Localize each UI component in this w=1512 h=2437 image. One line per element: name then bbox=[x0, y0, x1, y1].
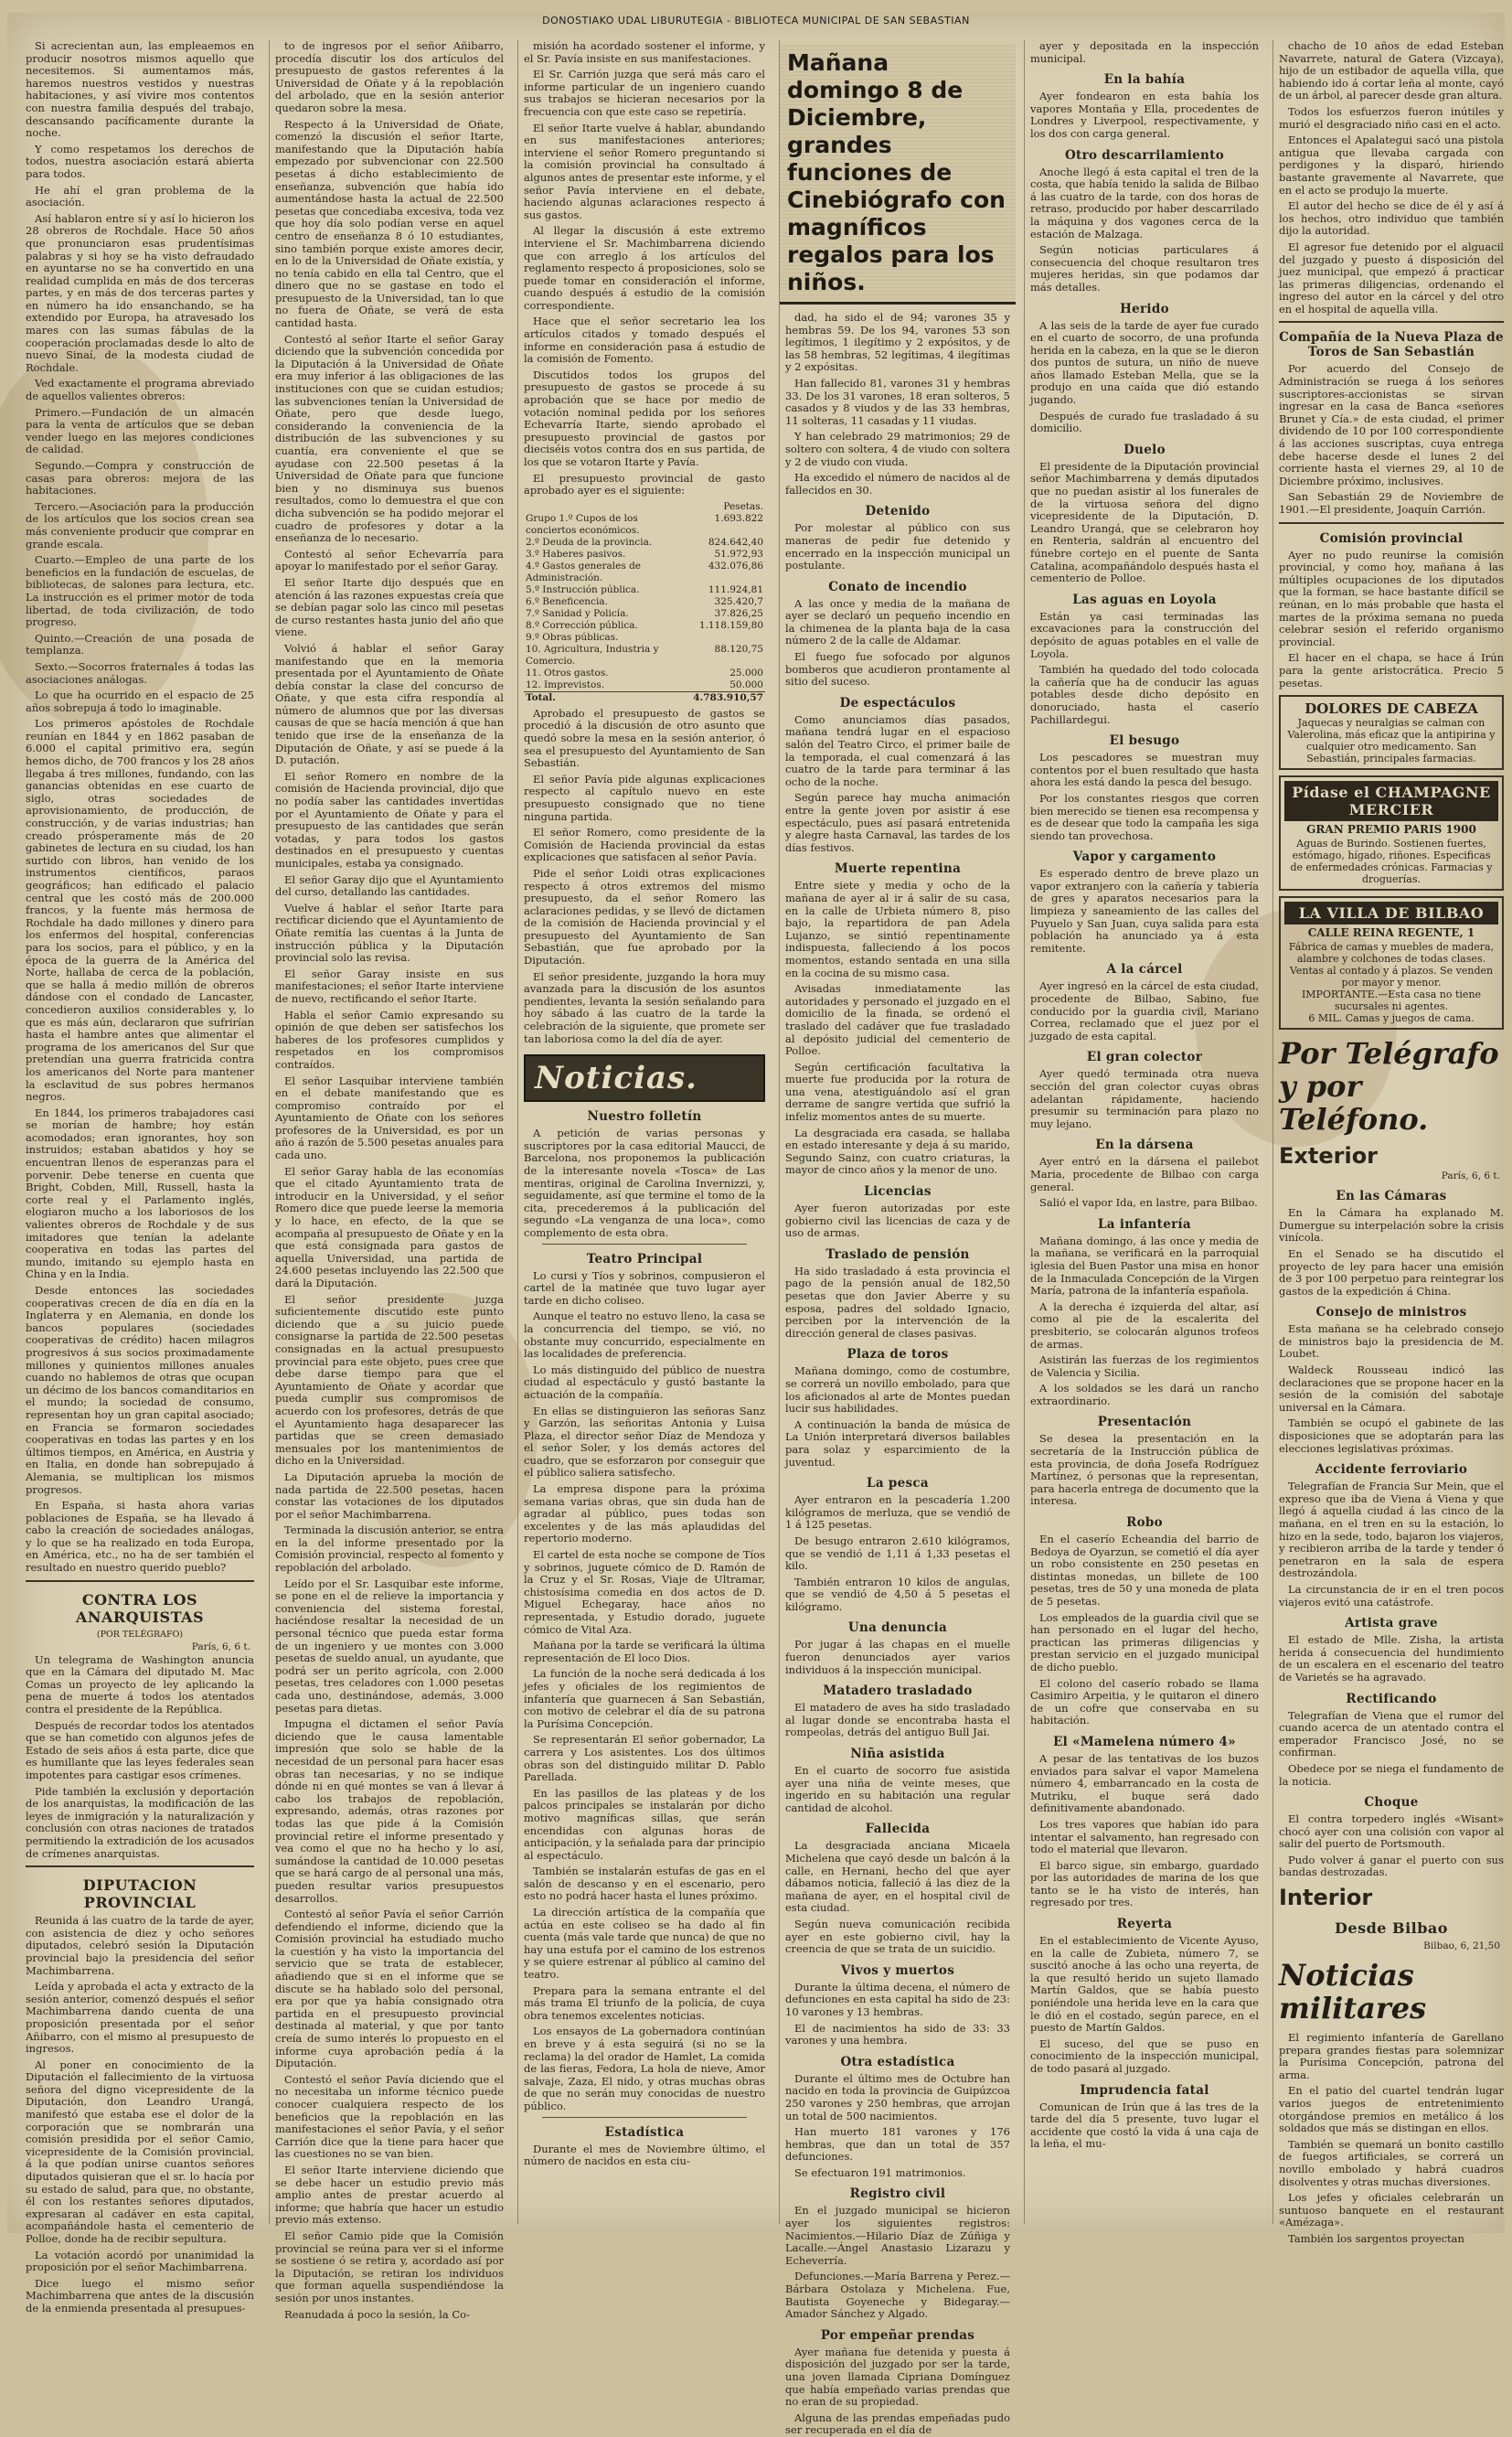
section-heading: Otro descarrilamiento bbox=[1065, 147, 1224, 163]
dateline: Bilbao, 6, 21,50 bbox=[1423, 1940, 1500, 1952]
article-paragraph: Un telegrama de Washington anuncia que en la Cámara del diputado M. Mac Comas un proyecto de ley aplicando la pena de muerte á todos los atentados contra el presidente de la República. bbox=[26, 1652, 254, 1716]
column-6 bbox=[1272, 39, 1509, 2245]
toros-heading: Compañía de la Nueva Plaza de Toros de San Sebastián bbox=[1279, 330, 1504, 360]
article-paragraph: En el caserío Echeandia del barrio de Bedoya de Oyarzun, se cometió el día ayer un robo consistente en 250 pesetas en distintas monedas, un billete de 100 pesetas, tres de 50 y una moneda de plata de 5 pesetas. bbox=[1030, 1533, 1259, 1608]
article-paragraph: El suceso, del que se puso en conocimiento de la inspección municipal, de todo pasará al juzgado. bbox=[1030, 2036, 1259, 2075]
budget-value: 1.118.159,80 bbox=[698, 619, 763, 631]
article-paragraph: También se quemará un bonito castillo de fuegos artificiales, se correrá un novillo embolado y habrá cuadros disolventes y otras muchas diversiones. bbox=[1279, 2137, 1504, 2188]
article-paragraph: La desgraciada anciana Micaela Michelena que cayó desde un balcón á la calle, en Hernani, hecho del que ayer dábamos noticia, falleció á las diez de la mañana de ayer, en el hospital civil de esta ciudad. bbox=[785, 1839, 1010, 1915]
section-heading: Muerte repentina bbox=[834, 861, 962, 877]
page-columns bbox=[20, 39, 1504, 2437]
article-paragraph: Entre siete y media y ocho de la mañana de ayer al ir á salir de su casa, en la calle de Urbieta número 8, piso bajo, la repartidora de pan Adela Lujanzo, se sintió repentinamente indispuesta, falleciendo á los pocos momentos, estando sentada en una silla en la cocina de su mismo casa. bbox=[785, 879, 1010, 979]
column-3 bbox=[517, 40, 771, 2224]
article-paragraph: misión ha acordado sostener el informe, y el Sr. Pavía insiste en sus manifestaciones. bbox=[524, 39, 765, 65]
section-heading: A la cárcel bbox=[1106, 962, 1183, 978]
article-paragraph: Ayer ingresó en la cárcel de esta ciudad, procedente de Bilbao, Sabino, fue conducido por la guardia civil, Mariano Correa, reclamado que el juez por el juzgado de esta capital. bbox=[1030, 979, 1259, 1042]
budget-label: 3.º Haberes pasivos. bbox=[526, 548, 626, 560]
estadistica-heading: Estadística bbox=[604, 2124, 685, 2140]
article-paragraph: El Sr. Carrión juzga que será más caro el informe particular de un ingeniero cuando sus trabajos se hicieran necesarios por la frecuencia con que este caso se repetiría. bbox=[524, 68, 765, 118]
budget-total-label: Total. bbox=[524, 691, 691, 704]
article-paragraph: Al poner en conocimiento de la Diputación el fallecimiento de la virtuosa señora del digno vicepresidente de la Diputación, don Leandro Urangá, manifestó que estaba ese el dolor de la corporación que se nombrarán una comisión presidida por el señor Camio, vicepresidente de la Comisión provincial, á la que podían unirse cuantos señores diputados quisieran que el sr. lo hacía por su estado de salud, para que, no obstante, él con los restantes señores diputados, expresaran al cadáver en esta capital, acompañándole hasta el cementerio de Polloe, donde ha de recibir sepultura. bbox=[26, 2058, 254, 2245]
budget-value: 824.642,40 bbox=[708, 536, 763, 548]
interior-heading: Interior bbox=[1279, 1885, 1373, 1911]
article-paragraph: La votación acordó por unanimidad la proposición por el señor Machimbarrena. bbox=[26, 2248, 254, 2274]
section-heading: Registro civil bbox=[849, 2186, 946, 2202]
article-paragraph: En 1844, los primeros trabajadores casi se morían de hambre; hoy están acomodados; eran ignorantes, hoy son instruidos; estaban abatidos y hoy se encuentran llenos de esperanzas para el porvenir. Debe tenerse en cuenta que Bright, Cobden, Mill, Russell, hasta la corte real y el Parlamento inglés, elogiaron mucho a los laboriosos de los valientes obreros de Rochdale y de sus imitadores que tenían la adelante cooperativa en todas las partes del mundo, imitando su ejemplo hasta en China y en la India. bbox=[26, 1106, 254, 1281]
article-paragraph: Esta mañana se ha celebrado consejo de ministros bajo la presidencia de M. Loubet. bbox=[1279, 1322, 1504, 1361]
article-paragraph: El señor Garay habla de las economías que el citado Ayuntamiento trata de introducir en la Universidad, y el señor Romero dice que puede leerse la memoria y lo hace, en efecto, de la que se acompaña al presupuesto de Oñate y en la que está consignada para gastos de aquella Universidad, una partida de 24.600 pesetas incluyendo las 22.500 que dará la Diputación. bbox=[275, 1164, 504, 1289]
ad-line: Ventas al contado y á plazos. Se venden por mayor y menor. bbox=[1289, 965, 1494, 989]
article-paragraph: El presupuesto provincial de gasto aprobado ayer es el siguiente: bbox=[524, 471, 765, 497]
article-paragraph: Aunque el teatro no estuvo lleno, la casa se la concurrencia del tiempo, se vió, no obstante muy concurrido, especialmente en las localidades de preferencia. bbox=[524, 1309, 765, 1361]
section-heading: La pesca bbox=[867, 1476, 929, 1491]
budget-label: 9.º Obras públicas. bbox=[526, 631, 619, 643]
article-paragraph: Mañana domingo, como de costumbre, se correrá un novillo embolado, para que los aficionados al arte de Montes puedan lucir sus habilidades. bbox=[785, 1364, 1010, 1416]
article-paragraph: Ayer quedó terminada otra nueva sección del gran colector cuyas obras adelantan rápidamente, haciendo presumir su terminación para plazo no muy lejano. bbox=[1030, 1067, 1259, 1130]
section-heading: Imprudencia fatal bbox=[1080, 2082, 1209, 2098]
article-paragraph: El señor Pavía pide algunas explicaciones respecto al capítulo nuevo en este presupuesto consignado que no tiene ninguna partida. bbox=[524, 772, 765, 823]
budget-value: 37.826,25 bbox=[714, 607, 763, 619]
article-paragraph: En el juzgado municipal se hicieron ayer los siguientes registros: Nacimientos.—Hilario Díaz de Zúñiga y Lacalle.—Ángel Anastasio Lizarazu y Echeverría. bbox=[785, 2204, 1010, 2267]
article-paragraph: Por acuerdo del Consejo de Administración se ruega á los señores suscriptores-accionistas se sirvan ingresar en la casa de Banca «señores Brunet y Cía.» de esta ciudad, el primer dividendo de 10 por 100 correspondiente á las acciones suscriptas, cuya entrega debe hacerse desde el lunes 2 del corriente hasta el viernes 29, al 10 de Diciembre próximo, inclusives. bbox=[1279, 362, 1504, 487]
article-paragraph: Sexto.—Socorros fraternales á todas las asociaciones análogas. bbox=[26, 659, 254, 686]
budget-row bbox=[524, 584, 765, 596]
article-paragraph: Aprobado el presupuesto de gastos se procedió á la discusión de otro asunto que quedó sobre la mesa en la sesión anterior, ó sea el presupuesto del Ayuntamiento de San Sebastián. bbox=[524, 706, 765, 770]
article-paragraph: Los empleados de la guardia civil que se han personado en el lugar del hecho, practican las primeras diligencias y prestan servicio en el juzgado municipal de dicho pueblo. bbox=[1030, 1610, 1259, 1673]
article-paragraph: Reanudada á poco la sesión, la Co- bbox=[284, 2307, 470, 2321]
article-paragraph: El señor presidente, juzgando la hora muy avanzada para la discusión de los asuntos pendientes, levanta la sesión señalando para hoy sábado á las cuatro de la tarde la celebración de la siguiente, que promete ser tan laboriosa como la del día de ayer. bbox=[524, 969, 765, 1045]
bilbao-heading: Desde Bilbao bbox=[1335, 1919, 1448, 1938]
article-paragraph: El barco sigue, sin embargo, guardado por las autoridades de marina de los que tanto se le ha visto de interés, han regresado por tres. bbox=[1030, 1858, 1259, 1909]
section-heading: En la bahía bbox=[1103, 72, 1186, 88]
article-paragraph: Se efectuaron 191 matrimonios. bbox=[794, 2165, 966, 2179]
diputacion-heading: DIPUTACION PROVINCIAL bbox=[82, 1876, 197, 1912]
article-paragraph: Los primeros apóstoles de Rochdale reunían en 1844 y en 1862 pasaban de 6.000 el capital primitivo era, según hemos dicho, de 700 francos y los 28 años llegaba á tres millones, fundando, con las ganancias obtenidas en ese cuarto de siglo, otras sociedades de aprovisionamiento, de producción, de construcción, y de varias industrias; han creado prósperamente más de 20 gabinetes de lectura en su ciudad, los han surtido con libros, han venido de los instrumentos científicos, paraos geográficos; han edificado el palacio central que les costó más de 200.000 francos, y la fuente más hermosa de Rochdale ha dado millones y dinero para los enfermos del hospital, conferencias para los socios, para el público, y en la época de la guerra de la América del Norte, hallaba de cerca de la población, que se halla á medio millón de obreros dándose con el condado de Lancaster, concedieron auxilios considerables y, lo que es más aún, declararon que sufrirían hasta el hambre antes que alimentar el programa de los americanos del Sur que pretendían una guerra fratricida contra los americanos del Norte para mantener la esclavitud de sus pobres hermanos negros. bbox=[26, 717, 254, 1104]
section-heading: El «Mamelena número 4» bbox=[1053, 1734, 1236, 1749]
article-paragraph: Como anunciamos días pasados, mañana tendrá lugar en el espacioso salón del Teatro Circo, el primer baile de la temporada, el cual comenzará á las cuatro de la tarde para terminar á las ocho de la noche. bbox=[785, 712, 1010, 788]
dateline: París, 6, 6 t. bbox=[1441, 1170, 1500, 1182]
article-paragraph: Desde entonces las sociedades cooperativas crecen de día en día en la Inglaterra y en Alemania, en donde los bancos populares (sociedades cooperativas de crédito) hacen milagros progresivos á sus socios proximadamente millones y quinientos millones anuales cuando no hablemos de otras que ocupan un décimo de los bancos comanditarios en el mundo; la sociedad de consumo, representan hoy un gran capital asociado; en Francia se formaron sociedades cooperativas en todas las partes y en los últimos tiempos, en América, en Austria y en Italia, en donde han sobrepujado á Alemania, se multiplican los mismos progresos. bbox=[26, 1284, 254, 1496]
article-paragraph: También entraron 10 kilos de angulas, que se vendió de 4,50 á 5 pesetas el kilógramo. bbox=[785, 1575, 1010, 1613]
article-paragraph: El señor Garay insiste en sus manifestaciones; el señor Itarte interviene de nuevo, rectificando el señor Itarte. bbox=[275, 967, 504, 1005]
article-paragraph: Terminada la discusión anterior, se entra en la del informe presentado por la Comisión provincial, respecto al fomento y repoblación del arbolado. bbox=[275, 1523, 504, 1575]
article-paragraph: Contestó al señor Itarte el señor Garay diciendo que la subvención concedida por la Diputación á la Universidad de Oñate era muy inferior á las obligaciones de las instituciones con que se cuidan estudios; las subvenciones tenían la Universidad de Oñate, pero que desde luego, considerando la conveniencia de la distribución de las subvenciones y su cuantía, era conveniente el que se ayudase con 22.500 pesetas á la Universidad de Oñate para que funcione bien y no disminuya sus buenos resultados, como lo demuestra el que con dicha subvención se ha podido mejorar el cuadro de profesores y dotar a la enseñanza de lo necesario. bbox=[275, 332, 504, 545]
article-paragraph: dad, ha sido el de 94; varones 35 y hembras 59. De los 94, varones 53 son legítimos, 1 ilegítimo y 2 expósitos, y de las 58 hembras, 52 legítimas, 4 ilegítimas y 2 expósitas. bbox=[785, 311, 1010, 374]
ad-champagne-mercier bbox=[1279, 775, 1504, 891]
article-paragraph: Los ensayos de La gobernadora continúan en breve y á esta seguirá (si no se la reclama) la del orador de Hamlet, La comida de las fieras, Fedora, La hola de nieve, Amor salvaje, Zaza, El nido, y otras muchas obras de que no serán muy conocidas de nuestro público. bbox=[524, 2025, 765, 2112]
column-1 bbox=[20, 39, 260, 2314]
article-paragraph: Habla el señor Camio expresando su opinión de que deben ser satisfechos los haberes de los profesores cumplidos y respetados en los compromisos contraídos. bbox=[275, 1008, 504, 1071]
budget-row bbox=[524, 549, 765, 561]
article-paragraph: En el cuarto de socorro fue asistida ayer una niña de veinte meses, que ingerido en su habitación una regular cantidad de alcohol. bbox=[785, 1764, 1010, 1814]
budget-row bbox=[524, 644, 765, 668]
budget-row bbox=[524, 668, 765, 679]
ad-subtitle: CALLE REINA REGENTE, 1 bbox=[1307, 926, 1475, 940]
article-paragraph: Telegrafían de Viena que el rumor del cuando acerca de un atentado contra el emperador Francisco José, no se confirman. bbox=[1279, 1708, 1504, 1759]
article-paragraph: Alguna de las prendas empeñadas pudo ser recuperada en el día de bbox=[785, 2410, 1010, 2437]
budget-header-unit: Pesetas. bbox=[723, 500, 763, 512]
section-heading: Vivos y muertos bbox=[840, 1962, 955, 1978]
article-paragraph: San Sebastián 29 de Noviembre de 1901.—El presidente, Joaquín Carrión. bbox=[1279, 490, 1504, 516]
section-heading: De espectáculos bbox=[839, 695, 956, 711]
article-paragraph: La empresa dispone para la próxima semana varias obras, que sin duda han de agradar al público, pues todas son excelentes y de las más aplaudidas del repertorio moderno. bbox=[524, 1482, 765, 1545]
article-paragraph: ayer y depositada en la inspección municipal. bbox=[1030, 39, 1259, 65]
article-paragraph: A los soldados se les dará un rancho extraordinario. bbox=[1030, 1382, 1259, 1407]
budget-row bbox=[524, 561, 765, 584]
ad-line: IMPORTANTE.—Esta casa no tiene sucursales ni agentes. bbox=[1301, 989, 1482, 1013]
divider bbox=[1279, 321, 1504, 323]
budget-label: 11. Otros gastos. bbox=[526, 667, 609, 679]
article-paragraph: A continuación la banda de música de La Unión interpretará diversos bailables para solaz y esparcimiento de la juventud. bbox=[785, 1417, 1010, 1469]
article-paragraph: Los tres vapores que habían ido para intentar el salvamento, han regresado con todo el material que llevaron. bbox=[1030, 1817, 1259, 1856]
budget-label: 10. Agricultura, Industria y Comercio. bbox=[526, 643, 659, 667]
article-paragraph: Leída y aprobada el acta y extracto de la sesión anterior, comenzó después el señor Machimbarrena dando cuenta de una proposición presentada por el señor Añibarro, con el mismo al presupuesto de ingresos. bbox=[26, 1980, 254, 2056]
article-paragraph: Asistirán las fuerzas de los regimientos de Valencia y Sicilia. bbox=[1030, 1353, 1259, 1379]
section-heading: La infantería bbox=[1098, 1216, 1191, 1232]
cinebiografo-banner: Mañana domingo 8 de Diciembre, grandes funciones de Cinebiógrafo con magníficos regalos para los niños. bbox=[780, 44, 1016, 305]
article-paragraph: El regimiento infantería de Garellano prepara grandes fiestas para solemnizar la Purísima Concepción, patrona del arma. bbox=[1279, 2031, 1504, 2081]
article-paragraph: Es esperado dentro de breve plazo un vapor extranjero con la cañería y tabiería de gres y aparatos necesarios para la limpieza y saneamiento de las calles del Puyuelo y San Juan, cuya salida para esta población ha anunciado ya á esta remitente. bbox=[1030, 867, 1259, 955]
article-paragraph: Cuarto.—Empleo de una parte de los beneficios en la fundación de escuelas, de bibliotecas, de salones para lectura, etc. La instrucción es el primer motor de toda libertad, de toda civilización, de todo progreso. bbox=[26, 553, 254, 629]
article-paragraph: Según parece hay mucha animación entre la gente joven por asistir á ese espectáculo, pues así pasará entretenida y alegre hasta Carnaval, las tardes de los días festivos. bbox=[785, 791, 1010, 854]
article-paragraph: El fuego fue sofocado por algunos bomberos que acudieron prontamente al sitio del suceso. bbox=[785, 650, 1010, 689]
section-heading: Rectificando bbox=[1346, 1691, 1437, 1706]
budget-value bbox=[691, 632, 765, 644]
divider bbox=[26, 1580, 254, 1582]
section-heading: Una denuncia bbox=[847, 1620, 948, 1636]
budget-value: 25.000 bbox=[729, 667, 763, 679]
article-paragraph: Leído por el Sr. Lasquibar este informe, se pone en el de relieve la importancia y conveniencia del sistema forestal, haciéndose resaltar la necesidad de un personal técnico que pueda estar forma de un ingeniero y ue montes con 3.000 pesetas de sueldo anual, un ayudante, que podrá ser un perito agrícola, con 2.000 pesetas, tres celadores con 1.000 pesetas cada uno, destinándose, además, 3.000 pesetas para dietas. bbox=[275, 1577, 504, 1715]
column-2 bbox=[269, 39, 509, 2321]
budget-label: 4.º Gastos generales de Administración. bbox=[526, 560, 642, 583]
article-paragraph: Han fallecido 81, varones 31 y hembras 33. De los 31 varones, 18 eran solteros, 5 casados y 8 viudos y de las 33 hembras, 11 solteras, 11 casadas y 11 viudas. bbox=[785, 376, 1010, 427]
section-heading: Traslado de pensión bbox=[825, 1246, 970, 1262]
article-paragraph: Ayer mañana fue detenida y puesta á disposición del juzgado por ser la tarde, una joven llamada Cipriana Domínguez que había empeñado varias prendas que no eran de su propiedad. bbox=[785, 2345, 1010, 2409]
article-paragraph: Primero.—Fundación de un almacén para la venta de artículos que se deban vender luego en las mejores condiciones de calidad. bbox=[26, 405, 254, 456]
article-paragraph: El agresor fue detenido por el alguacil del juzgado y puesto á disposición del juez municipal, que empezó á practicar las primeras diligencias, ordenando el ingreso del autor en la cárcel y del otro en el hospital de aquella villa. bbox=[1279, 240, 1504, 315]
section-heading: Niña asistida bbox=[850, 1747, 945, 1762]
telegrafo-heading: Por Telégrafo y por Teléfono. bbox=[1279, 1036, 1499, 1138]
article-paragraph: El matadero de aves ha sido trasladado al lugar donde se encontraba hasta el rompeolas, detrás del antiguo Bull Jai. bbox=[785, 1701, 1010, 1739]
article-paragraph: Ayer no pudo reunirse la comisión provincial, y como hoy, mañana á las múltiples ocupaciones de los diputados que la forman, se hace bastante difícil se reúnan, en lo más probable que hasta el martes de la próxima semana no pueda celebrar sesión el referido organismo provincial. bbox=[1279, 548, 1504, 648]
article-paragraph: Impugna el dictamen el señor Pavía diciendo que le causa lamentable impresión que solo se hable de la necesidad de un personal para hacer esas obras tan necesarias, y no se indique dónde ni en qué montes se van á llevar á cabo los trabajos de repoblación, expresando, además, otras razones por todas las que pide á la Comisión provincial retire el informe presentado y vea como el que no ha hecho y lo así, sumándose la cantidad de 10.000 pesetas que se hará cargo de al personal una más, pueden resultar varios presupuestos desarrollos. bbox=[275, 1717, 504, 1905]
article-paragraph: En el patio del cuartel tendrán lugar varios juegos de entretenimiento otorgándose premios en metálico á los soldados que más se distingan en ellos. bbox=[1279, 2084, 1504, 2135]
budget-value: 88.120,75 bbox=[714, 643, 763, 655]
section-heading: Consejo de ministros bbox=[1315, 1305, 1467, 1320]
article-paragraph: Telegrafían de Francia Sur Mein, que el expreso que iba de Viena á Viena y que llegó á aquella ciudad á las cinco de la mañana, en el tren en su la estación, lo hizo en la sede, todo, bajaron los viajeros, y recibieron arriba de la tarde y tender ó penetraron en la sala de espera destrozándola. bbox=[1279, 1480, 1504, 1580]
article-paragraph: Al llegar la discusión á este extremo interviene el Sr. Machimbarrena diciendo que con arreglo á los artículos del reglamento respecto á proposiciones, solo se puede tomar en consideración el informe, cuando después á estudio de la comisión correspondiente. bbox=[524, 224, 765, 312]
article-paragraph: A petición de varias personas y suscriptores por la casa editorial Maucci, de Barcelona, nos proponemos la publicación de la interesante novela «Tosca» de Las mentiras, original de Carolina Invernizzi, y, seguidamente, así que termine el tomo de la cita, precederemos á la publicación del segundo «La venganza de una loca», como complemento de esta obra. bbox=[524, 1127, 765, 1239]
budget-row bbox=[524, 632, 765, 644]
article-paragraph: A las once y media de la mañana de ayer se declaró un pequeño incendio en la chimenea de la planta baja de la casa número 2 de la calle de Aldamar. bbox=[785, 596, 1010, 647]
article-paragraph: Durante el mes de Noviembre último, el número de nacidos en esta ciu- bbox=[524, 2142, 765, 2168]
article-paragraph: Comunican de Irún que á las tres de la tarde del día 5 presente, tuvo lugar el accidente que costó la vida á una caja de la leña, el mu- bbox=[1030, 2100, 1259, 2151]
ad-title: LA VILLA DE BILBAO bbox=[1284, 902, 1498, 925]
ad-title: DOLORES DE CABEZA bbox=[1304, 700, 1478, 718]
article-paragraph: El contra torpedero inglés «Wisant» chocó ayer con una colisión con vapor al salir del puerto de Portsmouth. bbox=[1279, 1812, 1504, 1851]
article-paragraph: Tercero.—Asociación para la producción de los artículos que los socios crean sea más conveniente producir que comprar en grande escala. bbox=[26, 499, 254, 550]
budget-row bbox=[524, 513, 765, 537]
budget-value: 51.972,93 bbox=[714, 548, 763, 560]
article-paragraph: Ayer fueron autorizadas por este gobierno civil las licencias de caza y de uso de armas. bbox=[785, 1202, 1010, 1240]
article-paragraph: Los pescadores se muestran muy contentos por el buen resultado que hasta ahora les está dando la pesca del besugo. bbox=[1030, 751, 1259, 789]
article-paragraph: El señor Itarte vuelve á hablar, abundando en sus manifestaciones anteriores; interviene el señor Romero preguntando si la comisión provincial ha consultado á algunos antes de presentar este informe, y el señor Pavía interviene en el debate, haciendo algunas aclaraciones respecto á sus gastos. bbox=[524, 121, 765, 221]
section-heading: En la dársena bbox=[1095, 1138, 1194, 1153]
article-paragraph: El colono del caserío robado se llama Casimiro Arpeitia, y le quitaron el dinero de un cofre que conservaba en su habitación. bbox=[1030, 1676, 1259, 1727]
article-paragraph: Ha excedido el número de nacidos al de fallecidos en 30. bbox=[785, 471, 1010, 497]
column-4 bbox=[779, 40, 1016, 2437]
teatro-heading: Teatro Principal bbox=[586, 1251, 703, 1267]
article-paragraph: El presidente de la Diputación provincial señor Machimbarrena y demás diputados que no puedan asistir al los funerales de de la virtuosa señora del digno vicepresidente de la Diputación, D. Leandro Urangá, que se celebraron hoy en Renteria, saldrán al encuentro del fúnebre cortejo en el puente de Santa Catalina, acompañándolo después hasta el cementerio de Polloe. bbox=[1030, 459, 1259, 585]
article-paragraph: Volvió á hablar el señor Garay manifestando que en la memoria presentada por el Ayuntamiento de Oñate debía constar la clase del concurso de Oñate, y que esta cifra respondía al número de alumnos que por las diversas causas de que se hacía mención á que han tenido que irse de la enseñanza de la Diputación de Oñate, y así se puede á la D. putación. bbox=[275, 641, 504, 767]
article-paragraph: Se representarán El señor gobernador, La carrera y Los asistentes. Los dos últimos obras son del distinguido militar D. Pablo Parellada. bbox=[524, 1733, 765, 1784]
article-paragraph: Durante el último mes de Octubre han nacido en toda la provincia de Guipúzcoa 250 varones y 250 hembras, que arrojan un total de 500 nacimientos. bbox=[785, 2071, 1010, 2122]
section-heading: Conato de incendio bbox=[828, 579, 967, 594]
article-paragraph: El señor Lasquibar interviene también en el debate manifestando que es compromiso contraído por el Ayuntamiento de Oñate con los señores profesores de la Universidad, es por un año á razón de 5.500 pesetas anuales para cada uno. bbox=[275, 1074, 504, 1162]
article-paragraph: Contestó al señor Pavía el señor Carrión defendiendo el informe, diciendo que la Comisión provincial ha estudiado mucho la cuestión y ha visto la importancia del servicio que se trata de establecer, añadiendo que si en el informe que se discute se ha hablado solo del personal, era por que ya había consignado otra partida en el presupuesto provincial destinada al material, y que por tanto creía de sumo interés lo propuesto en el informe cuya aprobación pedía á la Diputación. bbox=[275, 1908, 504, 2070]
ad-line: 6 MIL. Camas y juegos de cama. bbox=[1308, 1012, 1475, 1025]
article-paragraph: Mañana domingo, á las once y media de la mañana, se verificará en la parroquial iglesia del Buen Pastor una misa en honor de la Inmaculada Concepción de la Virgen María, patrona de la infantería española. bbox=[1030, 1234, 1259, 1298]
article-paragraph: Salió el vapor Ida, en lastre, para Bilbao. bbox=[1039, 1196, 1258, 1210]
ad-villa-bilbao bbox=[1279, 896, 1504, 1030]
ad-line: Fábrica de camas y muebles de madera, alambre y colchones de todas clases. bbox=[1288, 941, 1495, 966]
section-heading: Vapor y cargamento bbox=[1072, 850, 1217, 865]
article-paragraph: En ellas se distinguieron las señoras Sanz y Garzón, las señoritas Antonia y Luisa Plaza, el director señor Díaz de Mendoza y el señor Soler, y los demás actores del cuadro, que se esforzaron por conseguir que el público saliera satisfecho. bbox=[524, 1404, 765, 1480]
noticias-banner: Noticias. bbox=[524, 1054, 765, 1102]
article-paragraph: Lo cursi y Tíos y sobrinos, compusieron el cartel de la matinée que tuvo lugar ayer tarde en dicho coliseo. bbox=[524, 1268, 765, 1307]
ad-dolores-cabeza bbox=[1279, 695, 1504, 770]
section-heading: Plaza de toros bbox=[847, 1347, 949, 1363]
article-paragraph: Según nueva comunicación recibida ayer en este gobierno civil, hay la creencia de que se trata de un suicidio. bbox=[785, 1917, 1010, 1956]
budget-value: 325.420,7 bbox=[714, 595, 763, 607]
article-paragraph: En las pasillos de las plateas y de los palcos principales se instalarán por dicho motivo magníficas sillas, que serán encendidas con algunas horas de anticipación, y la señalada para dar principio al espectáculo. bbox=[524, 1786, 766, 1862]
article-paragraph: Quinto.—Creación de una posada de templanza. bbox=[26, 631, 254, 657]
article-paragraph: En el Senado se ha discutido el proyecto de ley para hacer una emisión de 3 por 100 perpetuo para reintegrar los gastos de la expedición á China. bbox=[1279, 1246, 1504, 1298]
budget-label: 6.º Beneficencia. bbox=[526, 595, 608, 607]
article-paragraph: La desgraciada era casada, se hallaba en estado interesante y deja á su marido, Segundo Sainz, con cuatro criaturas, la mayor de cinco años y la menor de uno. bbox=[785, 1126, 1010, 1177]
budget-label: 7.º Sanidad y Policía. bbox=[526, 607, 629, 619]
comision-heading: Comisión provincial bbox=[1319, 530, 1464, 546]
divider bbox=[542, 2117, 747, 2118]
article-paragraph: La circunstancia de ir en el tren pocos viajeros evitó una catástrofe. bbox=[1279, 1582, 1504, 1609]
article-paragraph: Reunida á las cuatro de la tarde de ayer, con asistencia de diez y ocho señores diputados, celebró sesión la Diputación provincial bajo la presidencia del señor Machimbarrena. bbox=[26, 1914, 254, 1977]
anarquistas-heading: CONTRA LOS ANARQUISTAS bbox=[75, 1590, 205, 1626]
telegrafo-subline: (POR TELÉGRAFO) bbox=[96, 1629, 184, 1640]
article-paragraph: En España, si hasta ahora varias poblaciones de España, se ha llevado á cabo la creación de sociedades análogas, y lo que se ha realizado en toda Europa, en América, etc., no ha de ser también el resultado en nuestro querido pueblo? bbox=[26, 1499, 254, 1575]
section-heading: Artista grave bbox=[1345, 1616, 1438, 1631]
article-paragraph: Anoche llegó á esta capital el tren de la costa, que había tenido la salida de Bilbao á las cuatro de la tarde, con dos horas de retraso, producido por haber descarrilado la máquina y dos vagones cerca de la estación de Malzaga. bbox=[1030, 165, 1259, 240]
budget-table bbox=[524, 501, 765, 704]
budget-row bbox=[524, 620, 765, 632]
article-paragraph: Lo más distinguido del público de nuestra ciudad al espectáculo y gustó bastante la actuación de la compañía. bbox=[524, 1363, 765, 1401]
section-heading: Herido bbox=[1120, 301, 1169, 316]
article-paragraph: Contestó el señor Pavía diciendo que el no necesitaba un informe técnico puede conocer cualquiera respecto de los beneficios que la repoblación en las manifestaciones el señor Pavía, y el señor Carrión dice que la tiene para hacer que las cuestiones no se van bien. bbox=[275, 2072, 504, 2161]
budget-header-blank bbox=[524, 501, 691, 513]
article-paragraph: Después de curado fue trasladado á su domicilio. bbox=[1030, 409, 1259, 435]
article-paragraph: A las seis de la tarde de ayer fue curado en el cuarto de socorro, de una profunda herida en la cabeza, en la que se le dieron dos puntos de sutura, un niño de nueve años llamado Esteban Mella, que se la produjo en una caída que dió estando jugando. bbox=[1030, 318, 1259, 407]
article-paragraph: Discutidos todos los grupos del presupuesto de gastos se procede á su aprobación que se hace por medio de votación nominal pedida por los señores Echevarría Itarte, siendo aprobado el presupuesto provincial de gastos por dieciséis votos contra dos en sus partida, de los que se votaron Itarte y Pavía. bbox=[524, 368, 765, 468]
budget-value: 50.000 bbox=[729, 679, 763, 690]
article-paragraph: También se instalarán estufas de gas en el salón de descanso y en el escenario, pero esto no podrá hacer hasta el lunes próximo. bbox=[524, 1865, 765, 1903]
budget-value: 432.076,86 bbox=[708, 560, 763, 572]
article-paragraph: A pesar de las tentativas de los buzos enviados para salvar el vapor Mamelena número 4, embarrancado en la costa de Mutriku, el buque será dado definitivamente abandonado. bbox=[1030, 1751, 1259, 1815]
article-paragraph: Hace que el señor secretario lea los artículos citados y tomado después el informe en consideración pasa á estudio de la comisión de Fomento. bbox=[524, 315, 765, 366]
article-paragraph: Los jefes y oficiales celebrarán un suntuoso banquete en el restaurant «Amézaga». bbox=[1279, 2191, 1504, 2229]
exterior-heading: Exterior bbox=[1279, 1143, 1379, 1170]
article-paragraph: El señor Itarte interviene diciendo que se debe hacer un estudio previo más amplio antes de prestar acuerdo al informe; que habría que hacer un estudio previo más extenso. bbox=[275, 2163, 504, 2227]
section-heading: Detenido bbox=[865, 504, 931, 519]
article-paragraph: Respecto á la Universidad de Oñate, comenzó la discusión el señor Itarte, manifestando que la Diputación había empezado por subvencionar con 22.500 pesetas á dicho establecimiento de enseñanza, subvención que había ido aumentándose hasta la actual de 22.500 pesetas que concediaba excesiva, toda vez que hoy día solo podían verse en aquel centro de enseñanza 8 ó 10 estudiantes, sino también porque existe amores decir, en lo de la Universidad de Oñate existía, y no tenía cabido en ella tal Centro, que el dinero que no se gastase en todo el presupuesto de la Universidad, tan lo que no fuera de Oñate, se verá de esta cantidad hasta. bbox=[275, 117, 504, 330]
article-paragraph: Así hablaron entre sí y así lo hicieron los 28 obreros de Rochdale. Hace 50 años que pronunciaron esas prudentísimas palabras y si hoy se ha visto defraudado en ayuntarse no se ha convertido en una realidad cumplida en más de dos terceras partes, y en más de dos terceras partes y en número ha ido ensanchando, se ha extendido por Europa, ha atravesado los mares con las sumas fábulas de la cooperación proclamadas desde lo alto de nuevo Sinaí, de la modesta ciudad de Rochdale. bbox=[26, 211, 254, 374]
article-paragraph: Defunciones.—María Barrena y Perez.—Bárbara Ostolaza y Michelena. Fue, Bautista Goyeneche y Bidegaray.—Amador Sánchez y Algado. bbox=[785, 2270, 1010, 2321]
article-paragraph: Si acrecientan aun, las empleaemos en producir nosotros mismos aquello que necesitemos. Si aumentamos más, haremos nuestros vestidos y nuestras habitaciones, y así vivire mos contentos con nuestra familia después del trabajo, descansando pacíficamente durante la noche. bbox=[26, 39, 254, 140]
article-paragraph: Entonces el Apalategui sacó una pistola antigua que llevaba cargada con perdigones y la disparó, hiriendo bastante gravemente al Navarrete, que en el acto se produjo la muerte. bbox=[1279, 134, 1504, 197]
article-paragraph: El de nacimientos ha sido de 33: 33 varones y una hembra. bbox=[785, 2021, 1010, 2047]
article-paragraph: A la derecha é izquierda del altar, así como al pie de la escalerita del presbiterio, se colocarán algunos trofeos de armas. bbox=[1030, 1299, 1259, 1351]
article-paragraph: Por los constantes riesgos que corren bien merecido se tienen esa recompensa y es de desear que todo la campaña les siga siendo tan provechosa. bbox=[1030, 791, 1259, 842]
ad-line: Aguas de Burindo. Sostienen fuertes, estómago, hígado, riñones. Especificas de enfermedades crónicas. Farmacias y droguerías. bbox=[1290, 838, 1493, 886]
section-heading: Por empeñar prendas bbox=[820, 2327, 975, 2343]
article-paragraph: Prepara para la semana entrante el del más trama El triunfo de la policía, de cuya obra tenemos excelentes noticias. bbox=[524, 1983, 765, 2022]
article-paragraph: Obedece por se niega el fundamento de la noticia. bbox=[1279, 1761, 1504, 1788]
section-heading: El besugo bbox=[1109, 733, 1180, 749]
section-heading: Licencias bbox=[864, 1184, 932, 1200]
budget-row bbox=[524, 679, 765, 692]
article-paragraph: He ahí el gran problema de la asociación. bbox=[26, 183, 254, 209]
article-paragraph: Pudo volver á ganar el puerto con sus bandas destrozadas. bbox=[1279, 1853, 1504, 1879]
article-paragraph: Segundo.—Compra y construcción de casas para obreros: mejora de las habitaciones. bbox=[26, 459, 254, 497]
article-paragraph: El hacer en el chapa, se hace á Irún para la gente aristocrática. Precio 5 pesetas. bbox=[1279, 651, 1504, 689]
article-paragraph: El señor Garay dijo que el Ayuntamiento del curso, detallando las cantidades. bbox=[275, 872, 504, 899]
article-paragraph: Lo que ha ocurrido en el espacio de 25 años sobrepuja á todo lo imaginable. bbox=[26, 689, 254, 714]
article-paragraph: El señor Romero, como presidente de la Comisión de Hacienda provincial da estas explicaciones que satisfacen al señor Pavía. bbox=[524, 826, 765, 864]
article-paragraph: El señor Romero en nombre de la comisión de Hacienda provincial, dijo que no podía saber las cantidades invertidas por el Ayuntamiento de Oñate y para el presupuesto de las cantidades que serán votadas, y para todos los gastos destinados en el presupuesto y cuentas municipales, estaba ya consignado. bbox=[275, 769, 504, 870]
article-paragraph: Ayer fondearon en esta bahía los vapores Montaña y Ella, procedentes de Londres y Liverpool, respectivamente, y los dos con carga general. bbox=[1030, 90, 1259, 140]
divider bbox=[542, 1244, 747, 1245]
article-paragraph: La dirección artística de la compañía que actúa en este coliseo se ha dado al fin cuenta (más vale tarde que nunca) de que no hay una estufa por el camino de los estrenos y se quiere estrenar al público al camino del teatro. bbox=[524, 1906, 765, 1982]
article-paragraph: Durante la última decena, el número de defunciones en esta capital ha sido de 23: 10 varones y 13 hembras. bbox=[785, 1980, 1010, 2018]
newspaper-page bbox=[7, 13, 1505, 2437]
ad-title: Pídase el CHAMPAGNE MERCIER bbox=[1284, 781, 1498, 821]
article-paragraph: Según noticias particulares á consecuencia del choque resultaron tres mujeres heridas, sin que podamos dar más detalles. bbox=[1030, 243, 1259, 294]
section-heading: Reyerta bbox=[1116, 1917, 1173, 1932]
section-heading: Otra estadística bbox=[840, 2054, 955, 2069]
article-paragraph: El autor del hecho se dice de él y así á los hechos, otro individuo que también dijo la autoridad. bbox=[1279, 199, 1504, 238]
section-heading: Choque bbox=[1364, 1795, 1419, 1811]
article-paragraph: Y como respetamos los derechos de todos, nuestra asociación estará abierta para todos. bbox=[26, 142, 254, 180]
section-heading: Robo bbox=[1126, 1515, 1163, 1531]
article-paragraph: Waldeck Rousseau indicó las declaraciones que se propone hacer en la sesión de la comisión del sabotaje universal en la Cámara. bbox=[1279, 1363, 1504, 1414]
article-paragraph: Después de recordar todos los atentados que se han cometido con algunos jefes de Estado de seis años á esta parte, dice que es humillante que las leyes federales sean impotentes para castigar esos crímenes. bbox=[26, 1718, 254, 1781]
budget-value: 111.924,81 bbox=[708, 583, 763, 595]
article-paragraph: Avisadas inmediatamente las autoridades y personado el juzgado en el domicilio de la finada, se ordenó el traslado del cadáver que fue trasladado al depósito judicial del cementerio de Polloe. bbox=[785, 982, 1010, 1058]
article-paragraph: Ayer entró en la dársena el pailebot Maria, procedente de Bilbao con carga general. bbox=[1030, 1155, 1259, 1193]
article-paragraph: La Diputación aprueba la moción de nada partida de 22.500 pesetas, hacen constar las votaciones de los diputados por el señor Machimbarrena. bbox=[275, 1470, 504, 1521]
section-heading: Matadero trasladado bbox=[823, 1683, 973, 1699]
article-paragraph: La función de la noche será dedicada á los jefes y oficiales de los regimientos de infantería que guarnecen á San Sebastián, con motivo de celebrar el día de su patrona la Purísima Concepción. bbox=[524, 1667, 765, 1730]
budget-label: 2.º Deuda de la provincia. bbox=[526, 536, 653, 548]
archive-source-line: DONOSTIAKO UDAL LIBURUTEGIA - BIBLIOTECA MUNICIPAL DE SAN SEBASTIAN bbox=[542, 15, 970, 27]
divider bbox=[26, 1865, 254, 1867]
ad-subtitle: GRAN PREMIO PARIS 1900 bbox=[1306, 823, 1476, 837]
article-paragraph: Por molestar al público con sus maneras de pedir fue detenido y encerrado en la inspección municipal un postulante. bbox=[785, 521, 1010, 572]
article-paragraph: También ha quedado del todo colocada la cañería que ha de conducir las aguas potables desde dicho depósito en donoruciado, hasta el caserío Pachillardegui. bbox=[1030, 663, 1259, 726]
article-paragraph: Ayer entraron en la pescadería 1.200 kilógramos de merluza, que se vendió de 1 á 125 pesetas. bbox=[785, 1493, 1010, 1532]
article-paragraph: Vuelve á hablar el señor Itarte para rectificar diciendo que el Ayuntamiento de Oñate remitía las cuentas á la Junta de instrucción pública y la Diputación provincial solo las revisa. bbox=[275, 901, 504, 965]
budget-total-row bbox=[524, 691, 765, 704]
article-paragraph: to de ingresos por el señor Añibarro, procedía discutir los dos artículos del presupuesto de gastos referentes á la Universidad de Oñate y á la repoblación del arbolado, que en la sesión anterior quedaron sobre la mesa. bbox=[275, 39, 504, 114]
article-paragraph: Se desea la presentación en la secretaría de la Instrucción pública de esta provincia, de doña Josefa Rodríguez Martínez, ó personas que la representan, para hacerla entrega de documento que la interesa. bbox=[1030, 1432, 1259, 1508]
article-paragraph: El estado de Mlle. Zisha, la artista herida á consecuencia del hundimiento de un escalera en el escenario del teatro de Varietés se ha agravado. bbox=[1279, 1633, 1504, 1683]
article-paragraph: También los sargentos proyectan bbox=[1288, 2231, 1464, 2245]
article-paragraph: Pide el señor Loidi otras explicaciones respecto á otros extremos del mismo presupuesto, da el señor Romero las aclaraciones pedidas, y se llevó de dictamen de la comisión de Hacienda provincial y el presupuesto del Ayuntamiento de San Sebastián, que fue aprobado por la Diputación. bbox=[524, 866, 765, 967]
article-paragraph: Contestó al señor Echevarría para apoyar lo manifestado por el señor Garay. bbox=[275, 547, 504, 573]
article-paragraph: Han muerto 181 varones y 176 hembras, que dan un total de 357 defunciones. bbox=[785, 2125, 1010, 2164]
budget-label: Grupo 1.º Cupos de los conciertos económicos. bbox=[526, 512, 640, 536]
article-paragraph: El señor presidente juzga suficientemente discutido este punto diciendo que a su juicio puede consignarse la partida de 22.500 pesetas consignadas en la actual presupuesto provincial para este objeto, pues cree que debe darse tiempo para que el Ayuntamiento de Oñate y acordar que pueda cumplir sus compromisos de acuerdo con los profesores, detrás de que el Ayuntamiento haga desaparecer las partidas que se creen demasiado mensuales por los mantenimientos de dicho en la Universidad. bbox=[275, 1292, 504, 1468]
article-paragraph: Según certificación facultativa la muerte fue producida por la rotura de una vena, atestiguándolo así el gran derrame de sangre vertida que sufrió la infeliz momentos antes de su muerte. bbox=[785, 1060, 1010, 1124]
article-paragraph: Todos los esfuerzos fueron inútiles y murió el desgraciado niño casi en el acto. bbox=[1279, 104, 1504, 131]
dateline: París, 6, 6 t. bbox=[191, 1641, 250, 1652]
article-paragraph: Dice luego el mismo señor Machimbarrena que antes de la discusión de la enmienda presentada al presupues- bbox=[26, 2276, 254, 2314]
budget-label: 8.º Corrección pública. bbox=[526, 619, 638, 631]
article-paragraph: También se ocupó el gabinete de las disposiciones que se adoptarán para las elecciones legislativas próximas. bbox=[1279, 1416, 1504, 1455]
divider bbox=[1279, 522, 1504, 524]
column-5 bbox=[1024, 40, 1264, 2224]
article-paragraph: En la Cámara ha explanado M. Dumergue su interpelación sobre la crisis vinícola. bbox=[1279, 1206, 1504, 1245]
budget-label: 5.º Instrucción pública. bbox=[526, 583, 640, 595]
article-paragraph: Por jugar á las chapas en el muelle fueron denunciados ayer varios individuos á la inspección municipal. bbox=[785, 1638, 1010, 1676]
section-heading: Fallecida bbox=[865, 1822, 931, 1837]
section-heading: Presentación bbox=[1097, 1415, 1192, 1430]
militares-heading: Noticias militares bbox=[1279, 1958, 1427, 2026]
article-paragraph: Están ya casi terminadas las excavaciones para la construcción del depósito de aguas potables en el valle de Loyola. bbox=[1030, 609, 1259, 660]
budget-label: 12. Imprevistos. bbox=[526, 679, 605, 690]
article-paragraph: Ved exactamente el programa abreviado de aquellos valientes obreros: bbox=[26, 377, 254, 403]
article-paragraph: El cartel de esta noche se compone de Tíos y sobrinos, juguete cómico de D. Ramón de la Cruz y el Sr. Rosas, Viaje de Ultramar, chistosísima comedia en dos actos de D. Miguel Echegaray, hace años no representada, y Estudio dorado, juguete cómico de Vital Aza. bbox=[524, 1548, 765, 1636]
article-paragraph: chacho de 10 años de edad Esteban Navarrete, natural de Gatera (Vizcaya), hijo de un estibador de aquella villa, que habiendo ido á cortar leña al monte, cayó de un árbol, al parecer desde gran altura. bbox=[1279, 39, 1504, 102]
article-paragraph: Ha sido trasladado á esta provincia el pago de la pensión anual de 182,50 pesetas que don Javier Aberre y su esposa, padres del soldado Ignacio, perciben por la intervención de la dirección general de clases pasivas. bbox=[785, 1264, 1010, 1340]
article-paragraph: Mañana por la tarde se verificará la última representación de El loco Dios. bbox=[524, 1639, 765, 1664]
article-paragraph: En el establecimiento de Vicente Ayuso, en la calle de Zubieta, número 7, se suscitó anoche á las ocho una reyerta, de la que resultó herido un sujeto llamado Martín Galdos, que se había puesto poniéndole una herida leve en la cara que le dió en el costado, según parece, en el puesto de Martín Galdos. bbox=[1030, 1934, 1259, 2035]
ad-line: Jaquecas y neuralgias se calman con Valerolina, más eficaz que la antipirina y cualquier otro medicamento. San Sebastián, principales farmacias. bbox=[1287, 717, 1496, 765]
article-paragraph: El señor Itarte dijo después que en atención á las razones expuestas creía que se debían pagar solo las cinco mil pesetas de curso restantes hasta junio del año que viene. bbox=[275, 575, 504, 639]
article-paragraph: Y han celebrado 29 matrimonios; 29 de soltero con soltera, 4 de viudo con soltera y 2 de viudo con viuda. bbox=[785, 430, 1010, 468]
section-heading: En las Cámaras bbox=[1336, 1189, 1447, 1204]
article-paragraph: El señor Camio pide que la Comisión provincial se reúna para ver si el informe se sostiene ó se retira y, acordado así por la Diputación, se retiran los individuos que forman aquella suspendiéndose la sesión por unos instantes. bbox=[275, 2229, 504, 2304]
article-paragraph: De besugo entraron 2.610 kilógramos, que se vendió de 1,11 á 1,33 pesetas el kilo. bbox=[785, 1534, 1010, 1573]
folletin-heading: Nuestro folletín bbox=[587, 1109, 702, 1125]
budget-row bbox=[524, 608, 765, 620]
section-heading: Duelo bbox=[1123, 442, 1166, 457]
section-heading: Accidente ferroviario bbox=[1315, 1462, 1468, 1478]
section-heading: El gran colector bbox=[1086, 1050, 1203, 1065]
budget-row bbox=[524, 537, 765, 549]
article-paragraph: Pide también la exclusión y deportación de los anarquistas, la modificación de las leyes de inmigración y la naturalización y conclusión con otras naciones de tratados permitiendo la extradición de los acusados de crímenes anarquistas. bbox=[26, 1784, 254, 1860]
section-heading: Las aguas en Loyola bbox=[1072, 592, 1217, 607]
budget-value: 1.693.822 bbox=[714, 512, 763, 524]
budget-row bbox=[524, 596, 765, 608]
budget-total-value: 4.783.910,57 bbox=[693, 691, 763, 703]
budget-header-row bbox=[524, 501, 765, 513]
